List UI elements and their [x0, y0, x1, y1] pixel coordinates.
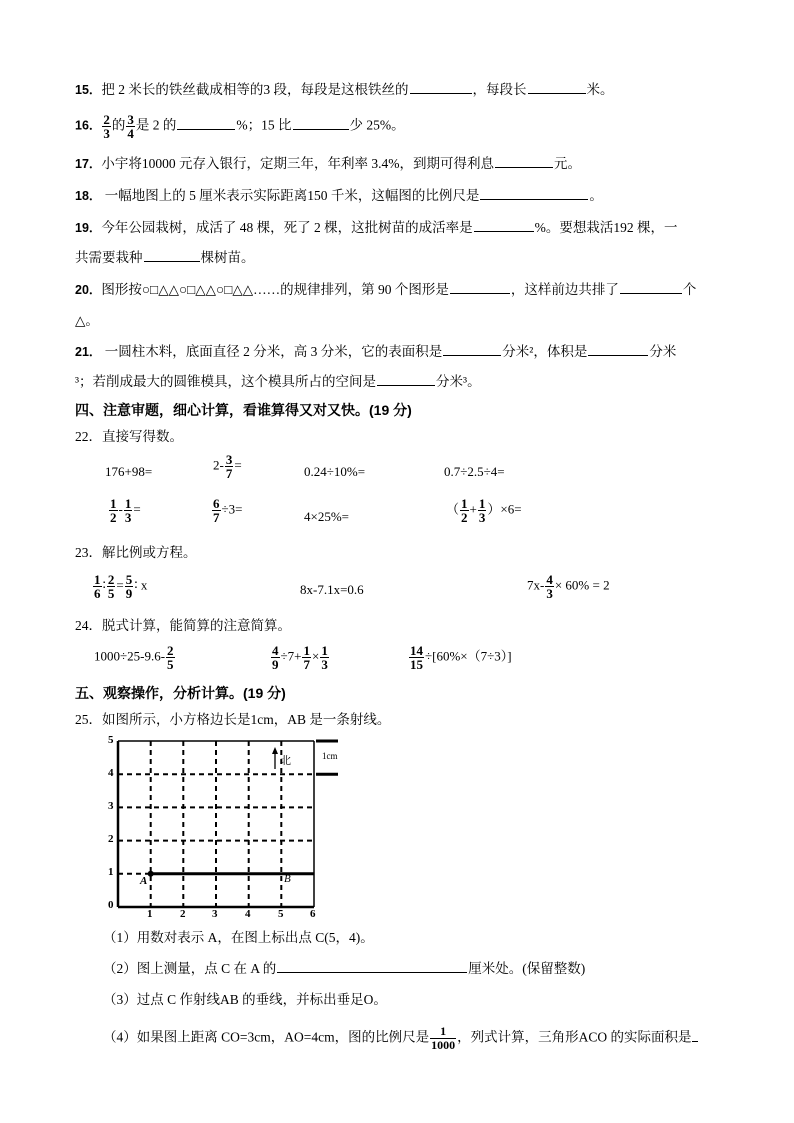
question-21: 21． 一圆柱木料，底面直径 2 分米，高 3 分米，它的表面积是 分米²，体积是 分米 — [75, 344, 677, 359]
grid-vertical-lines — [151, 741, 282, 907]
x-label-2: 2 — [180, 908, 186, 920]
q25-sub-3: （3）过点 C 作射线AB 的垂线，并标出垂足O。 — [103, 992, 387, 1007]
y-label-4: 4 — [108, 767, 114, 779]
x-label-5: 5 — [278, 908, 284, 920]
fraction: $\frac{2}{3}$ — [103, 112, 110, 141]
q25-sub-4: （4）如果图上距离 CO=3cm，AO=4cm，图的比例尺是 $\frac{1}{1000}$ ，列式计算，三角形ACO 的实际面积是 — [103, 1025, 699, 1052]
y-label-0: 0 — [108, 899, 114, 911]
x-label-1: 1 — [147, 908, 153, 920]
question-18: 18． 一幅地图上的 5 厘米表示实际距离150 千米，这幅图的比例尺是 。 — [75, 188, 603, 203]
expr-22-1: 176+98= — [105, 464, 153, 479]
answer-blank[interactable] — [495, 154, 553, 168]
question-17: 17．小宇将10000 元存入银行，定期三年，年利率 3.4%，到期可得利息 元。 — [75, 156, 582, 171]
question-23-title: 23．解比例或方程。 — [75, 545, 197, 560]
expr-22-6: $\frac{6}{7}$ ÷3= — [213, 496, 243, 525]
y-label-5: 5 — [108, 734, 114, 746]
expr-23-2: 8x-7.1x=0.6 — [300, 582, 364, 597]
answer-blank[interactable] — [480, 186, 588, 200]
question-19: 19．今年公园栽树，成活了 48 棵，死了 2 棵，这批树苗的成活率是 %。要想栽活192 棵，一 — [75, 220, 678, 235]
question-number: 15． — [75, 83, 102, 97]
expr-22-5: $\frac{1}{2}$ - $\frac{1}{3}$ = — [110, 496, 141, 525]
section-5-heading: 五、观察操作，分析计算。(19 分) — [75, 685, 286, 701]
answer-blank[interactable] — [588, 342, 648, 356]
question-25-title: 25．如图所示，小方格边长是1cm，AB 是一条射线。 — [75, 712, 391, 727]
answer-blank[interactable] — [443, 342, 501, 356]
question-21-cont: ³；若削成最大的圆锥模具，这个模具所占的空间是 分米³。 — [75, 374, 481, 389]
question-19-cont: 共需要栽种 棵树苗。 — [75, 250, 255, 265]
expr-22-7: 4×25%= — [304, 509, 349, 524]
y-label-1: 1 — [108, 866, 114, 878]
q25-sub-1: （1）用数对表示 A，在图上标出点 C(5，4)。 — [103, 930, 374, 945]
y-label-2: 2 — [108, 833, 114, 845]
answer-blank[interactable] — [410, 80, 472, 94]
point-a-label: A — [140, 875, 148, 887]
expr-23-1: $\frac{1}{6}$ ∶ $\frac{2}{5}$ = $\frac{5}{9}$ ∶ x — [94, 572, 148, 601]
answer-blank[interactable] — [450, 280, 510, 294]
answer-blank[interactable] — [293, 116, 349, 130]
point-b-label: B — [284, 873, 291, 885]
expr-22-4: 0.7÷2.5÷4= — [444, 464, 505, 479]
fraction: $\frac{3}{4}$ — [127, 112, 134, 141]
point-a-dot — [148, 871, 154, 877]
question-24-title: 24．脱式计算，能简算的注意简算。 — [75, 618, 291, 633]
answer-blank[interactable] — [377, 372, 435, 386]
expr-24-1: 1000÷25-9.6- $\frac{2}{5}$ — [94, 643, 174, 672]
scale-label: 1cm — [322, 751, 338, 761]
x-label-3: 3 — [212, 908, 218, 920]
answer-blank[interactable] — [277, 959, 467, 973]
expr-22-8: （ $\frac{1}{2}$ + $\frac{1}{3}$ ）×6= — [446, 496, 522, 525]
y-label-3: 3 — [108, 800, 114, 812]
answer-blank[interactable] — [528, 80, 586, 94]
coordinate-grid[interactable] — [100, 733, 340, 923]
answer-blank[interactable] — [620, 280, 682, 294]
section-4-heading: 四、注意审题，细心计算，看谁算得又对又快。(19 分) — [75, 402, 412, 418]
expr-23-3: 7x- $\frac{4}{3}$ × 60% = 2 — [527, 572, 610, 601]
answer-blank[interactable] — [474, 218, 534, 232]
grid-figure — [100, 733, 340, 923]
question-16: 16． $\frac{2}{3}$ 的 $\frac{3}{4}$ 是 2 的 %；15 比 少 25%。 — [75, 112, 405, 141]
answer-blank[interactable] — [177, 116, 235, 130]
question-15: 15．把 2 米长的铁丝截成相等的3 段，每段是这根铁丝的 ，每段长 米。 — [75, 82, 614, 97]
expr-24-2: $\frac{4}{9}$ ÷7+ $\frac{1}{7}$ × $\frac{1}{3}$ — [272, 643, 328, 672]
answer-blank[interactable] — [692, 1028, 698, 1042]
q25-sub-2: （2）图上测量，点 C 在 A 的 厘米处。(保留整数) — [103, 961, 586, 976]
expr-22-3: 0.24÷10%= — [304, 464, 366, 479]
north-label: 北 — [280, 755, 291, 767]
question-20: 20．图形按○□△△○□△△○□△△……的规律排列，第 90 个图形是 ，这样前边共排了 个 — [75, 282, 697, 297]
x-label-6: 6 — [310, 908, 316, 920]
expr-24-3: $\frac{14}{15}$ ÷[60%×（7÷3）] — [410, 643, 512, 672]
x-label-4: 4 — [245, 908, 251, 920]
question-22-title: 22．直接写得数。 — [75, 429, 183, 444]
question-20-cont: △。 — [75, 313, 99, 328]
expr-22-2: 2- $\frac{3}{7}$ = — [213, 452, 242, 481]
answer-blank[interactable] — [144, 248, 200, 262]
